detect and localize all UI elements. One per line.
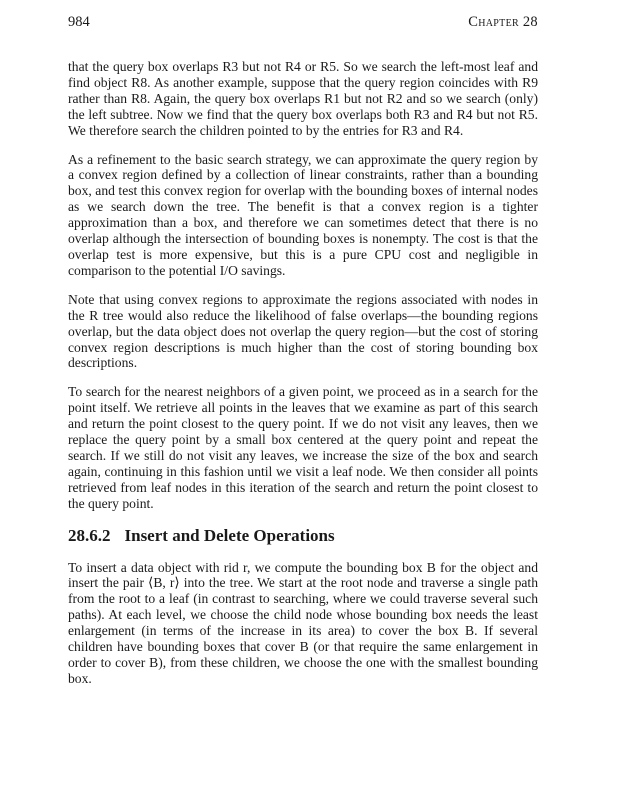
paragraph-convex-refinement: As a refinement to the basic search strategy, we can approximate the query region by a convex region defined by a collection of linear constraints, rather than a bounding box, and test this convex region for overlap with the bounding boxes of internal nodes as we search down the tree. The benefit is that a convex region is a tighter approximation than a box, and therefore we can sometimes detect that there is no overlap although the intersection of bounding boxes is nonempty. The cost is that the overlap test is more expensive, but this is a pure CPU cost and negligible in comparison to the potential I/O savings. (68, 151, 538, 278)
paragraph-search-example: that the query box overlaps R3 but not R4 or R5. So we search the left-most leaf and find object R8. As another example, suppose that the query region coincides with R9 rather than R8. Again, the query box overlaps R1 but not R2 and so we search (only) the left subtree. Now we find that the query box overlaps both R3 and R4 but not R5. We therefore search the children pointed to by the entries for R3 and R4. (68, 59, 538, 138)
page-number: 984 (68, 14, 90, 30)
paragraph-nearest-neighbors: To search for the nearest neighbors of a given point, we proceed as in a search for the point itself. We retrieve all points in the leaves that we examine as part of this search and return the point closest to the query point. If we do not visit any leaves, then we replace the query point by a small box centered at the query point and repeat the search. If we still do not visit any leaves, we increase the size of the box and search again, continuing in this fashion until we visit a leaf node. We then consider all points retrieved from leaf nodes in this iteration of the search and return the point closest to the query point. (68, 384, 538, 511)
section-heading (68, 525, 538, 547)
paragraph-convex-regions-note: Note that using convex regions to approximate the regions associated with nodes in the R tree would also reduce the likelihood of false overlaps—the bounding regions overlap, but the data object does not overlap the query region—but the cost of storing convex region descriptions is much higher than the cost of storing bounding box descriptions. (68, 291, 538, 371)
section-title: Insert and Delete Operations (124, 525, 335, 545)
body-text (68, 59, 538, 700)
paragraph-insert-operation: To insert a data object with rid r, we compute the bounding box B for the object and insert the pair ⟨B, r⟩ into the tree. We start at the root node and traverse a single path from the root to a leaf (in contrast to searching, where we could traverse several such paths). At each level, we choose the child node whose bounding box needs the least enlargement (in terms of the increase in its area) to cover the box B. If several children have bounding boxes that cover B (or that require the same enlargement in order to cover B), from these children, we choose the one with the smallest bounding box. (68, 559, 538, 686)
chapter-label: Chapter 28 (468, 14, 538, 30)
running-head (68, 14, 538, 34)
section-number: 28.6.2 (68, 525, 111, 545)
